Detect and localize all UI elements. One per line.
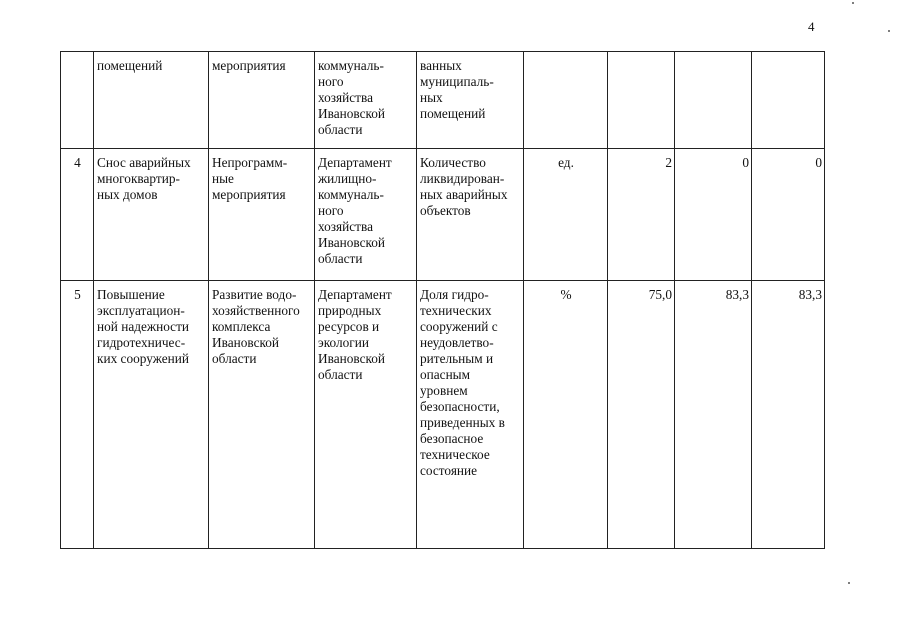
- executor-line: ресурсов и: [318, 319, 380, 334]
- program-line: мероприятия: [212, 58, 286, 73]
- program-line: мероприятия: [212, 187, 286, 202]
- event-name-line: гидротехничес-: [97, 335, 186, 350]
- program-line: ные: [212, 171, 234, 186]
- executor-line: Ивановской: [318, 106, 386, 121]
- value-cell: 0: [752, 149, 825, 281]
- executor-line: природных: [318, 303, 382, 318]
- value-cell: 75,0: [608, 281, 675, 549]
- row-number: 4: [61, 149, 94, 281]
- event-name-cell: [94, 149, 209, 281]
- indicator-cell: [417, 281, 524, 549]
- executor-line: экологии: [318, 335, 369, 350]
- event-name-line: Повышение: [97, 287, 165, 302]
- indicator-line: ванных: [420, 58, 462, 73]
- indicator-line: Количество: [420, 155, 486, 170]
- event-name-line: многоквартир-: [97, 171, 180, 186]
- indicator-line: ных аварийных: [420, 187, 508, 202]
- executor-line: хозяйства: [318, 90, 373, 105]
- indicator-line: опасным: [420, 367, 471, 382]
- indicator-line: уровнем: [420, 383, 468, 398]
- indicator-line: помещений: [420, 106, 486, 121]
- table-row: [61, 281, 825, 549]
- unit-cell: [524, 52, 608, 149]
- unit-cell: ед.: [524, 149, 608, 281]
- indicator-cell: [417, 149, 524, 281]
- executor-line: коммуналь-: [318, 187, 384, 202]
- indicator-line: муниципаль-: [420, 74, 494, 89]
- table-row: [61, 52, 825, 149]
- value-cell: 2: [608, 149, 675, 281]
- table-row: [61, 149, 825, 281]
- executor-line: Ивановской: [318, 351, 386, 366]
- indicator-line: неудовлетво-: [420, 335, 494, 350]
- indicator-line: объектов: [420, 203, 471, 218]
- value-cell: [608, 52, 675, 149]
- executor-cell: [315, 52, 417, 149]
- event-name-line: Снос аварийных: [97, 155, 191, 170]
- program-line: Развитие водо-: [212, 287, 297, 302]
- executor-cell: [315, 281, 417, 549]
- value-cell: 83,3: [675, 281, 752, 549]
- executor-line: хозяйства: [318, 219, 373, 234]
- executor-line: жилищно-: [318, 171, 377, 186]
- executor-line: области: [318, 251, 363, 266]
- indicator-line: Доля гидро-: [420, 287, 489, 302]
- indicator-line: безопасности,: [420, 399, 500, 414]
- event-name-line: помещений: [97, 58, 163, 73]
- program-line: хозяйственного: [212, 303, 300, 318]
- value-cell: [675, 52, 752, 149]
- row-number: 5: [61, 281, 94, 549]
- indicator-line: ных: [420, 90, 443, 105]
- value-cell: 83,3: [752, 281, 825, 549]
- program-cell: [209, 281, 315, 549]
- page-number: 4: [808, 19, 815, 34]
- indicators-table: [60, 51, 825, 549]
- event-name-cell: [94, 52, 209, 149]
- indicator-line: рительным и: [420, 351, 494, 366]
- event-name-line: ких сооружений: [97, 351, 189, 366]
- indicator-line: техническое: [420, 447, 490, 462]
- executor-line: ного: [318, 203, 344, 218]
- scan-speck: [852, 2, 854, 4]
- indicator-line: состояние: [420, 463, 478, 478]
- unit-cell: %: [524, 281, 608, 549]
- executor-line: области: [318, 122, 363, 137]
- executor-line: Департамент: [318, 155, 392, 170]
- indicator-line: сооружений с: [420, 319, 498, 334]
- scan-speck: [888, 30, 890, 32]
- indicator-line: ликвидирован-: [420, 171, 505, 186]
- event-name-cell: [94, 281, 209, 549]
- indicator-line: безопасное: [420, 431, 484, 446]
- indicator-line: технических: [420, 303, 492, 318]
- indicator-cell: [417, 52, 524, 149]
- executor-line: Департамент: [318, 287, 392, 302]
- executor-line: ного: [318, 74, 344, 89]
- event-name-line: ной надежности: [97, 319, 190, 334]
- executor-line: коммуналь-: [318, 58, 384, 73]
- indicator-line: приведенных в: [420, 415, 505, 430]
- executor-cell: [315, 149, 417, 281]
- row-number: [61, 52, 94, 149]
- scan-speck: [848, 582, 850, 584]
- program-line: Непрограмм-: [212, 155, 288, 170]
- program-line: Ивановской: [212, 335, 280, 350]
- value-cell: 0: [675, 149, 752, 281]
- program-cell: [209, 149, 315, 281]
- program-line: комплекса: [212, 319, 271, 334]
- event-name-line: ных домов: [97, 187, 158, 202]
- value-cell: [752, 52, 825, 149]
- event-name-line: эксплуатацион-: [97, 303, 185, 318]
- executor-line: Ивановской: [318, 235, 386, 250]
- program-cell: [209, 52, 315, 149]
- program-line: области: [212, 351, 257, 366]
- executor-line: области: [318, 367, 363, 382]
